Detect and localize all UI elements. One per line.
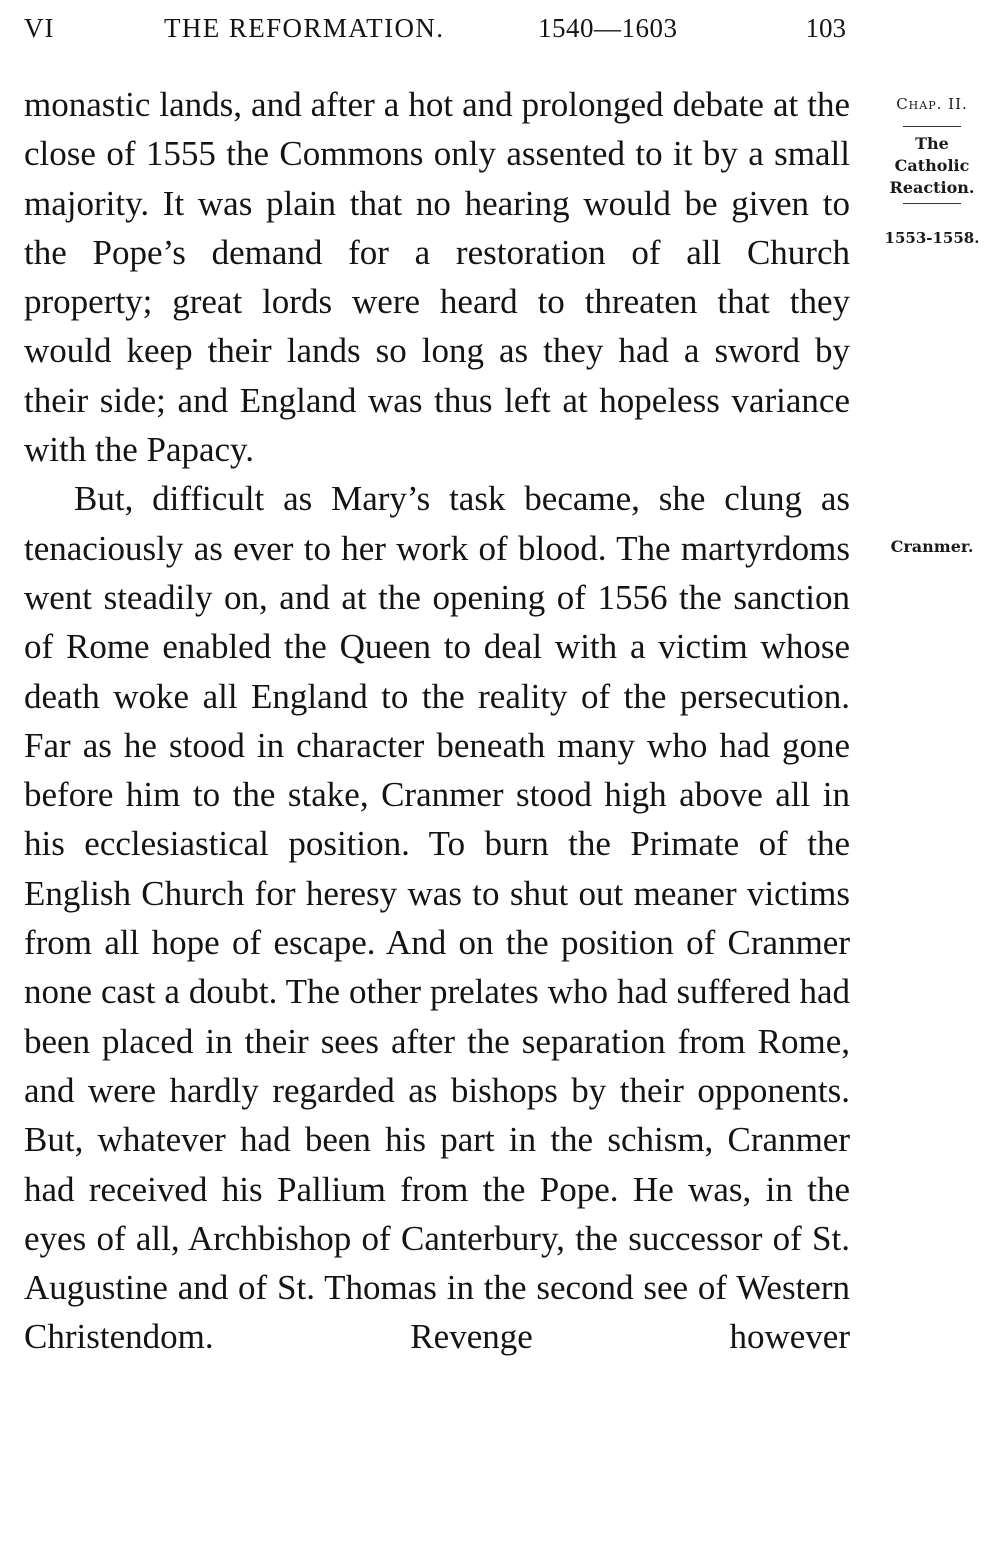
margin-notes <box>874 82 990 556</box>
margin-dates: 1553-1558. <box>884 229 980 247</box>
body-text <box>24 80 850 1362</box>
margin-note-cranmer: Cranmer. <box>890 537 974 556</box>
margin-topic <box>874 127 990 203</box>
margin-topic-line: The <box>915 134 949 153</box>
section-number: VI <box>24 13 55 43</box>
running-dates: 1540—1603 <box>538 13 678 43</box>
running-head <box>24 8 850 48</box>
margin-topic-line: Catholic <box>894 156 970 175</box>
paragraph-cranmer: But, difficult as Mary’s task became, she clung as tenaciously as ever to her work of blood. The martyrdoms went steadily on, and at the opening of 1556 the sanction of Rome enabled the Queen to deal with a victim whose death woke all England to the reality of the persecution. Far as he stood in character beneath many who had gone before him to the stake, Cranmer stood high above all in his ecclesiastical position. To burn the Primate of the English Church for heresy was to shut out meaner victims from all hope of escape. And on the position of Cranmer none cast a doubt. The other prelates who had suffered had been placed in their sees after the separation from Rome, and were hardly regarded as bishops by their opponents. But, whatever had been his part in the schism, Cranmer had received his Pallium from the Pope. He was, in the eyes of all, Archbishop of Canterbury, the successor of St. Augustine and of St. Thomas in the second see of Western Christendom. Revenge however <box>24 479 850 1357</box>
page-number: 103 <box>805 13 846 43</box>
paragraph-monastic-lands: monastic lands, and after a hot and prolonged debate at the close of 1555 the Commons only assented to it by a small majority. It was plain that no hearing would be given to the Pope’s demand for a restoration of all Church property; great lords were heard to threaten that they would keep their lands so long as they had a sword by their side; and England was thus left at hopeless variance with the Papacy. <box>24 85 850 470</box>
running-title: THE REFORMATION. <box>164 13 445 43</box>
margin-topic-line: Reaction. <box>889 178 975 197</box>
margin-chapter-label: Chap. II. <box>896 95 968 113</box>
